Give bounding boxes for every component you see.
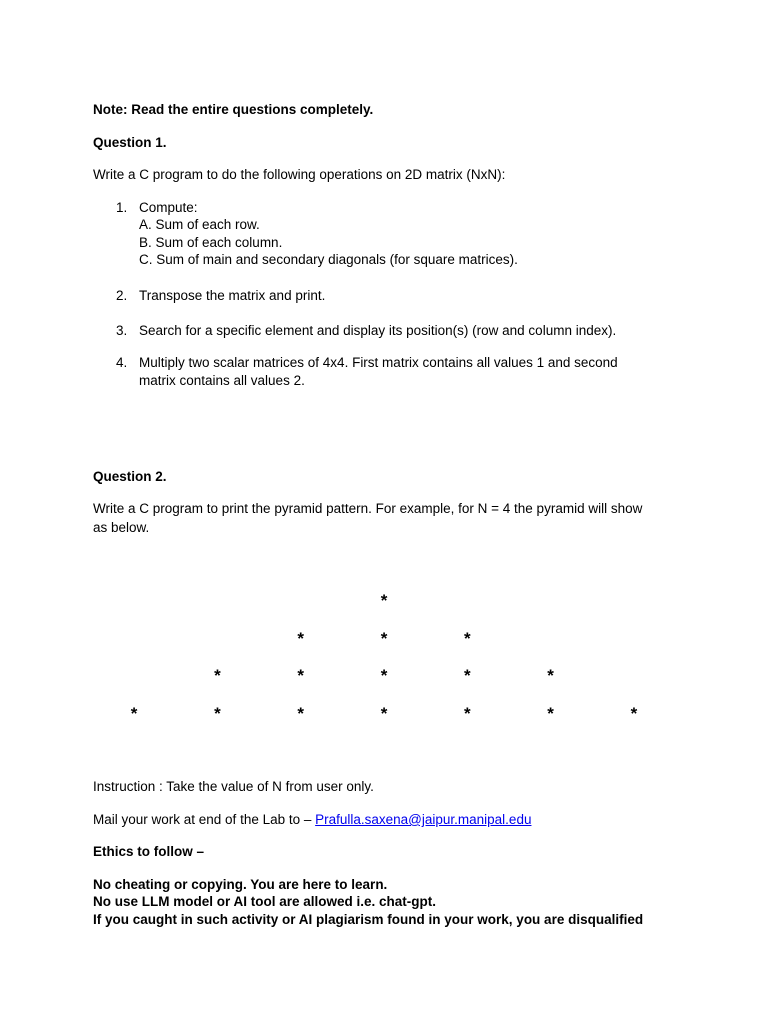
note-text: Note: Read the entire questions completely. bbox=[93, 102, 374, 117]
q1-item-1-number: 1. bbox=[116, 200, 128, 215]
q1-item-1-sub-a: A. Sum of each row. bbox=[139, 217, 260, 232]
question-2-heading: Question 2. bbox=[93, 469, 167, 484]
q1-item-1-line: Compute: bbox=[139, 200, 198, 215]
pyramid-star: * bbox=[547, 666, 554, 686]
ethics-line-1: No cheating or copying. You are here to learn. bbox=[93, 877, 388, 892]
q1-item-4-number: 4. bbox=[116, 355, 128, 370]
pyramid-star: * bbox=[463, 704, 471, 724]
pyramid-star: * bbox=[630, 704, 638, 724]
q1-item-4-line-1: Multiply two scalar matrices of 4x4. First matrix contains all values 1 and second bbox=[139, 355, 618, 370]
pyramid-star: * bbox=[547, 704, 554, 724]
pyramid-star: * bbox=[297, 704, 304, 724]
q1-item-3-number: 3. bbox=[116, 323, 128, 338]
pyramid-star: * bbox=[297, 666, 304, 686]
pyramid-star: * bbox=[297, 628, 304, 648]
pyramid-star: * bbox=[463, 666, 471, 686]
question-2-intro-line-1: Write a C program to print the pyramid pattern. For example, for N = 4 the pyramid will show bbox=[93, 501, 643, 516]
pyramid-star: * bbox=[380, 704, 388, 724]
q1-item-1-sub-b: B. Sum of each column. bbox=[139, 235, 283, 250]
question-2-intro-line-2: as below. bbox=[93, 520, 150, 535]
question-1-intro: Write a C program to do the following operations on 2D matrix (NxN): bbox=[93, 167, 506, 182]
email-link[interactable]: Prafulla.saxena@jaipur.manipal.edu bbox=[315, 812, 532, 827]
q1-item-2-number: 2. bbox=[116, 288, 128, 303]
pyramid-star: * bbox=[214, 666, 221, 686]
q1-item-2-line: Transpose the matrix and print. bbox=[139, 288, 326, 303]
pyramid-star: * bbox=[463, 628, 471, 648]
pyramid-star: * bbox=[380, 628, 388, 648]
pyramid-star: * bbox=[380, 591, 388, 610]
q1-item-3-line: Search for a specific element and display its position(s) (row and column index). bbox=[139, 323, 617, 338]
instruction-text: Instruction : Take the value of N from user only. bbox=[93, 779, 374, 794]
pyramid-star: * bbox=[380, 666, 388, 686]
pyramid-star: * bbox=[130, 704, 138, 724]
mail-prefix: Mail your work at end of the Lab to – bbox=[93, 812, 316, 827]
q1-item-4-line-2: matrix contains all values 2. bbox=[139, 373, 305, 388]
ethics-line-2: No use LLM model or AI tool are allowed i.e. chat-gpt. bbox=[93, 894, 437, 909]
pyramid-star: * bbox=[214, 704, 221, 724]
question-1-heading: Question 1. bbox=[93, 135, 167, 150]
ethics-line-3: If you caught in such activity or AI plagiarism found in your work, you are disqualified bbox=[93, 912, 644, 927]
q1-item-1-sub-c: C. Sum of main and secondary diagonals (for square matrices). bbox=[139, 252, 518, 267]
ethics-heading: Ethics to follow – bbox=[93, 844, 205, 859]
mail-line bbox=[93, 811, 531, 828]
